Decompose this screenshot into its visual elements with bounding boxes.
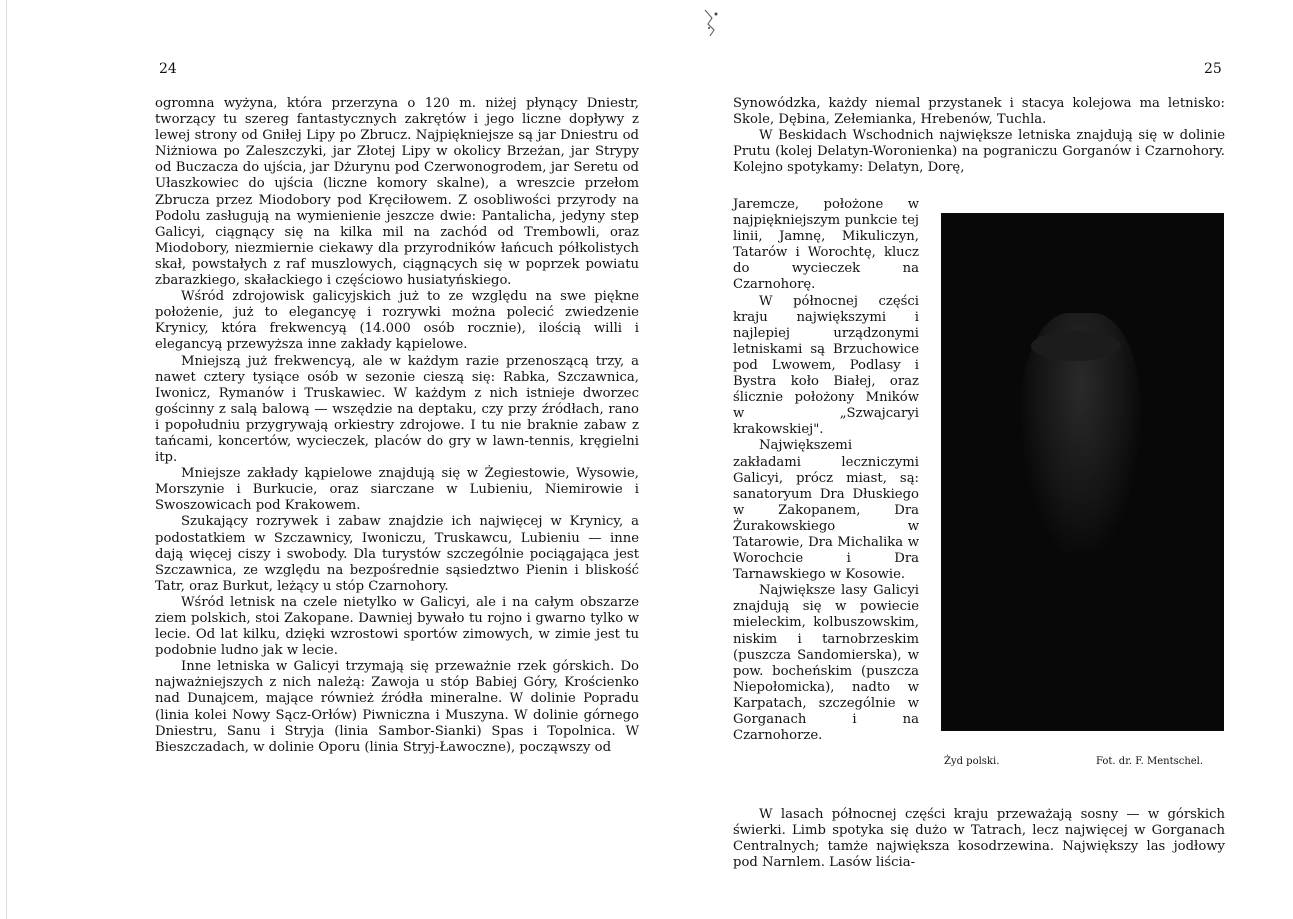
binding-mark [700, 0, 730, 40]
paragraph: Wśród letnisk na czele nietylko w Galicyi, ale i na całym obszarze ziem polskich, stoi Zakopane. Dawniej bywało tu rojno i gwarno tylko w lecie. Od lat kilku, dzięki wzrostowi sportów zimowych, w zimie jest tu podobnie ludno jak w lecie. [155, 594, 639, 659]
paragraph: W Beskidach Wschodnich największe letniska znajdują się w dolinie Prutu (kolej Delatyn-Woronienka) na pograniczu Gorganów i Czarnohory. Kolejno spotykamy: Delatyn, Dorę, [733, 128, 1225, 176]
paragraph: W lasach północnej części kraju przeważają sosny — w górskich świerki. Limb spotyka się dużo w Tatrach, lecz najwięcej w Gorganach Centralnych; tamże największa kosodrzewina. Największy las jodłowy pod Narnlem. Lasów liścia- [733, 807, 1225, 871]
page-edge-left [0, 0, 7, 919]
paragraph: Wśród zdrojowisk galicyjskich już to ze względu na swe piękne położenie, już to elegancyę i rozrywki można polecić zwiedzenie Krynicy, która frekwencyą (14.000 osób rocznie), ilością willi i elegancyą przewyższa inne zakłady kąpielowe. [155, 289, 639, 353]
photo-caption: Żyd polski. [944, 756, 1000, 767]
paragraph: Największe lasy Galicyi znajdują się w powiecie mieleckim, kolbuszowskim, niskim i tarnobrzeskim (puszcza Sandomierska), w pow. bocheńskim (puszcza Niepołomicka), nadto w Karpatach, szczególnie w Gorganach i na Czarnohorze. [733, 583, 919, 744]
photo-credit: Fot. dr. F. Mentschel. [1096, 756, 1204, 767]
paragraph: Szukający rozrywek i zabaw znajdzie ich najwięcej w Krynicy, a podostatkiem w Szczawnicy, Iwoniczu, Truskawcu, Lubieniu — inne dają więcej ciszy i swobody. Dla turystów szczególnie pociągająca jest Szczawnica, ze względu na bezpośrednie sąsiedztwo Pienin i bliskość Tatr, oraz Burkut, leżący u stóp Czarnohory. [155, 514, 639, 594]
paragraph: Inne letniska w Galicyi trzymają się przeważnie rzek górskich. Do najważniejszych z nich należą: Zawoja u stóp Babiej Góry, Krościenko nad Dunajcem, mające również źródła mineralne. W dolinie Popradu (linia kolei Nowy Sącz-Orłów) Piwniczna i Muszyna. W dolinie górnego Dniestru, Sanu i Stryja (linia Sambor-Sianki) Spas i Topolnica. W Bieszczadach, w dolinie Oporu (linia Stryj-Ławoczne), począwszy od [155, 659, 639, 755]
paragraph: Największemi zakładami leczniczymi Galicyi, prócz miast, są: sanatoryum Dra Dłuskiego w Zakopanem, Dra Żurakowskiego w Tatarowie, Dra Michalika w Worochcie i Dra Tarnawskiego w Kosowie. [733, 438, 919, 583]
page-number-right: 25 [1204, 61, 1222, 77]
paragraph: Jaremcze, położone w najpiękniejszym punkcie tej linii, Jamnę, Mikuliczyn, Tatarów i Worochtę, klucz do wycieczek na Czarnohorę. [733, 197, 919, 293]
paragraph: Synowódzka, każdy niemal przystanek i stacya kolejowa ma letnisko: Skole, Dębina, Zełemianka, Hrebenów, Tuchla. [733, 96, 1225, 128]
paragraph: ogromna wyżyna, która przerzyna o 120 m. niżej płynący Dniestr, tworzący tu szereg fantastycznych zakrętów i jego liczne dopływy z lewej strony od Gniłej Lipy po Zbrucz. Najpiękniejsze są jar Dniestru od Niżniowa po Zaleszczyki, jar Złotej Lipy w okolicy Brzeżan, jar Strypy od Buczacza do ujścia, jar Dżurynu pod Czerwonogrodem, jar Seretu od Ułaszkowiec do ujścia (liczne komory skalne), a wreszcie przełom Zbrucza przez Miodobory pod Kręciłowem. Z osobliwości przyrody na Podolu zasługują na wymienienie jeszcze dwie: Pantalicha, jedyny step Galicyi, ciągnący się na kilka mil na zachód od Trembowli, oraz Miodobory, niezmiernie ciekawy dla przyrodników łańcuch półkolistych skał, powstałych z raf muszlowych, ciągnących się w poprzek powiatu zbarazkiego, skałackiego i częściowo husiatyńskiego. [155, 96, 639, 289]
paragraph: Mniejszą już frekwencyą, ale w każdym razie przenoszącą trzy, a nawet cztery tysiące osób w sezonie cieszą się: Rabka, Szczawnica, Iwonicz, Rymanów i Truskawiec. W każdym z nich istnieje dworzec gościnny z salą balową — wszędzie na deptaku, czy przy źródłach, rano i popołudniu przygrywają orkiestry zdrojowe. I tu nie braknie zabaw z tańcami, koncertów, wycieczek, placów do gry w lawn-tennis, kręgielni itp. [155, 353, 639, 466]
right-page-text-bottom [733, 807, 1225, 871]
right-page-text-beside-photo [733, 197, 919, 744]
page-number-left: 24 [159, 61, 177, 77]
left-page-text [155, 96, 639, 756]
paragraph: Mniejsze zakłady kąpielowe znajdują się w Żegiestowie, Wysowie, Morszynie i Burkucie, oraz siarczane w Lubieniu, Niemirowie i Swoszowicach pod Krakowem. [155, 466, 639, 514]
photograph [941, 213, 1224, 731]
right-page-text-top [733, 96, 1225, 176]
paragraph: W północnej części kraju największymi i najlepiej urządzonymi letniskami są Brzuchowice pod Lwowem, Podlasy i Bystra koło Białej, oraz ślicznie położony Mników w „Szwajcaryi krakowskiej". [733, 293, 919, 438]
page-edge-right [1288, 0, 1293, 919]
photo-hat [1031, 331, 1121, 361]
